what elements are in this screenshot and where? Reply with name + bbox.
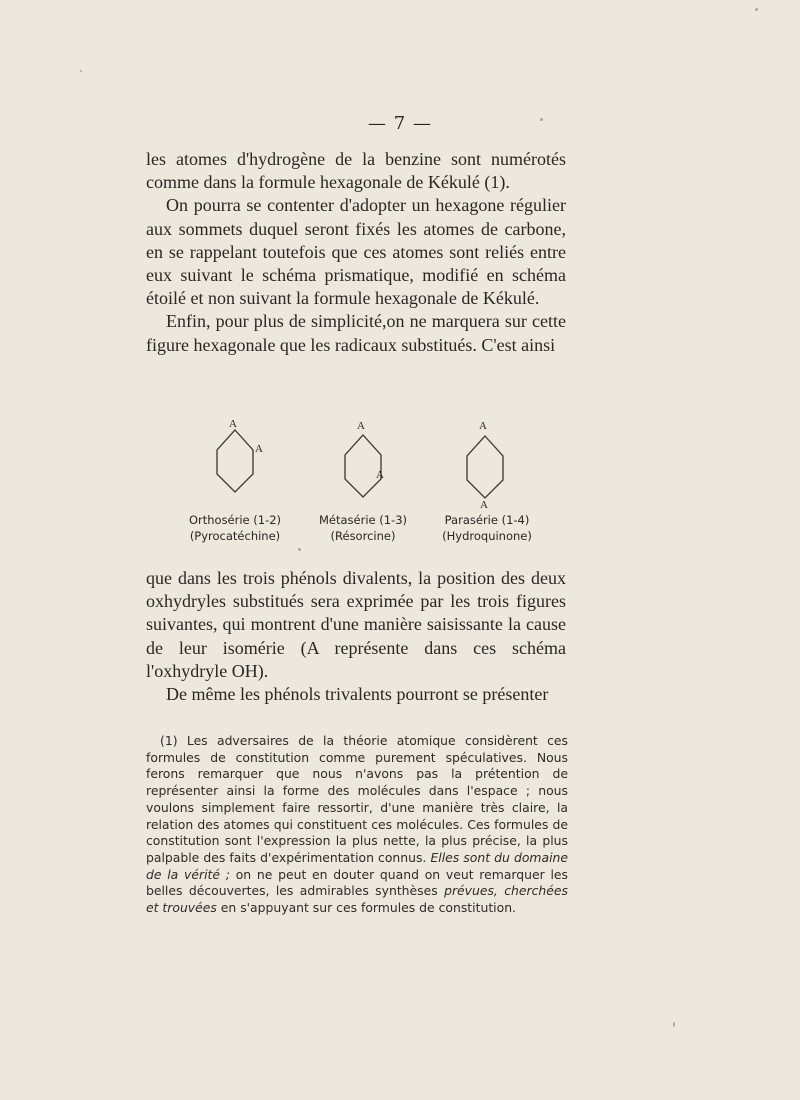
caption-name: Parasérie (1-4) bbox=[444, 513, 530, 527]
footnote-italic: prévues, cherchées et trouvées bbox=[146, 883, 568, 916]
ortho-label-a2: A bbox=[255, 443, 263, 455]
meta-hexagon bbox=[345, 435, 381, 497]
footnote-text bbox=[146, 733, 568, 917]
para-hexagon bbox=[467, 436, 503, 498]
meta-label-a1: A bbox=[357, 420, 365, 432]
paragraph: Enfin, pour plus de simplicité,on ne marquera sur cette figure hexagonale que les radicaux substitués. C'est ainsi bbox=[146, 311, 566, 355]
caption-compound: (Résorcine) bbox=[330, 529, 396, 543]
caption-compound: (Hydroquinone) bbox=[442, 529, 532, 543]
footnote-part: on ne peut en douter quand on veut remarquer les belles découvertes, les admirables synthèses bbox=[146, 866, 568, 899]
footnote bbox=[146, 733, 568, 917]
caption-orthoserie bbox=[170, 512, 300, 544]
meta-label-a2: A bbox=[376, 469, 384, 481]
caption-name: Métasérie (1-3) bbox=[318, 513, 408, 527]
paragraph: les atomes d'hydrogène de la benzine sont numérotés comme dans la formule hexagonale de Kékulé (1). bbox=[146, 149, 566, 193]
paragraph: que dans les trois phénols divalents, la position des deux oxhydryles substitués sera exprimée par les trois figures suivantes, qui montrent d'une manière saisissante la cause de leur isomérie (A représente dans ces schéma l'oxhydryle OH). bbox=[146, 568, 566, 681]
body-text-bottom bbox=[146, 567, 566, 706]
caption-metaserie bbox=[298, 512, 428, 544]
paragraph: On pourra se contenter d'adopter un hexagone régulier aux sommets duquel seront fixés les atomes de carbone, en se rappelant toutefois que ces atomes sont reliés entre eux suivant le schéma prismatique, modifié en schéma étoilé et non suivant la formule hexagonale de Kékulé. bbox=[146, 195, 566, 309]
page-number: — 7 — bbox=[368, 113, 432, 134]
para-label-a2: A bbox=[480, 499, 488, 511]
caption-paraserie bbox=[422, 512, 552, 544]
caption-name: Orthosérie (1-2) bbox=[188, 513, 282, 527]
paper-speck bbox=[673, 1022, 675, 1027]
body-text-top bbox=[146, 148, 566, 357]
paper-speck bbox=[540, 118, 543, 121]
paper-speck bbox=[298, 548, 301, 551]
footnote-part: (1) Les adversaires de la théorie atomique considèrent ces formules de constitution comme purement spéculatives. Nous ferons remarquer que nous n'avons pas la prétention de représenter ainsi la forme des molécules dans l'espace ; nous voulons simplement faire ressortir, d'une manière très claire, la relation des atomes qui constituent ces molécules. Ces formules de constitution sont l'expression la plus nette, la plus précise, la plus palpable des faits d'expérimentation connus. bbox=[146, 733, 568, 865]
ortho-label-a1: A bbox=[229, 418, 237, 430]
para-label-a1: A bbox=[479, 420, 487, 432]
footnote-italic: Elles sont du domaine de la vérité ; bbox=[146, 849, 568, 882]
hexagon-figures bbox=[170, 410, 570, 550]
paper-speck bbox=[755, 8, 758, 11]
footnote-part: en s'appuyant sur ces formules de constitution. bbox=[216, 900, 516, 916]
caption-compound: (Pyrocatéchine) bbox=[189, 529, 281, 543]
paper-speck bbox=[80, 70, 82, 72]
paragraph: De même les phénols trivalents pourront se présenter bbox=[166, 684, 549, 705]
ortho-hexagon bbox=[217, 430, 253, 492]
